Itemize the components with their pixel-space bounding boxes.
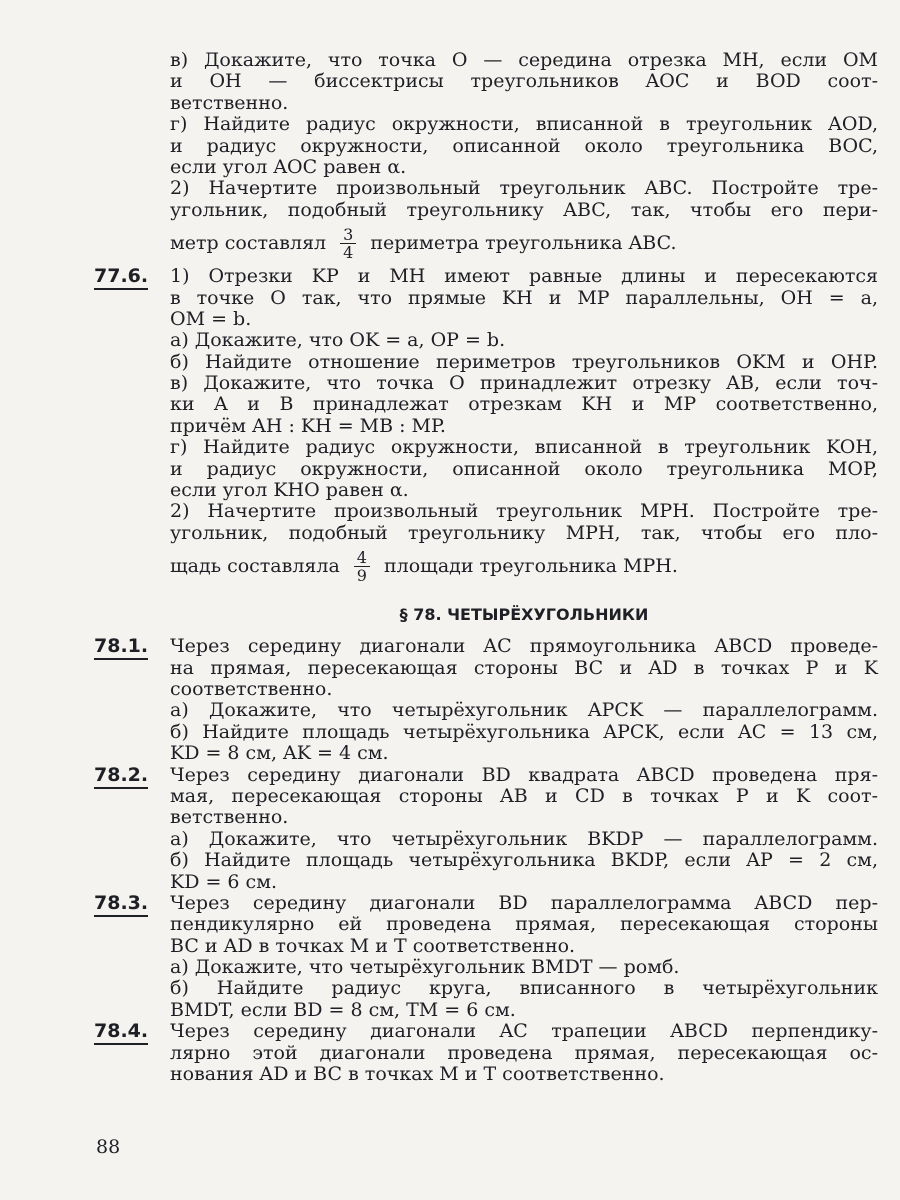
- text-line: в) Докажите, что точка O принадлежит отрезку AB, если точ-: [170, 372, 878, 395]
- text-line: если угол KHO равен α.: [170, 479, 409, 502]
- text-line: 2) Начертите произвольный треугольник MPH. Постройте тре-: [170, 500, 878, 523]
- text-line: лярно этой диагонали проведена прямая, пересекающая ос-: [170, 1041, 878, 1064]
- text-line: мая, пересекающая стороны AB и CD в точках P и K соот-: [170, 784, 878, 807]
- fraction: [340, 226, 356, 261]
- fraction-text-after: площади треугольника MPH.: [383, 555, 678, 578]
- text-line: и радиус окружности, описанной около треугольника BOC,: [170, 134, 878, 157]
- text-line: BC и AD в точках M и T соответственно.: [170, 934, 576, 957]
- fraction-line: [170, 223, 878, 263]
- problem-78-1: [94, 636, 878, 764]
- text-line: если угол AOC равен α.: [170, 155, 407, 178]
- text-line: угольник, подобный треугольнику MPH, так, чтобы его пло-: [170, 521, 878, 544]
- page-content: [94, 50, 878, 1085]
- problem-text: [170, 636, 878, 764]
- text-line: и OH — биссектрисы треугольников AOC и BOD соот-: [170, 70, 878, 93]
- problem-number: 78.4.: [94, 1021, 170, 1085]
- text-line: 1) Отрезки KP и MH имеют равные длины и пересекаются: [170, 265, 878, 288]
- fraction: [354, 549, 370, 584]
- text-line: Через середину диагонали AC трапеции ABCD перпендику-: [170, 1020, 878, 1043]
- text-line: на прямая, пересекающая стороны BC и AD в точках P и K: [170, 656, 878, 679]
- text-line: BMDT, если BD = 8 см, TM = 6 см.: [170, 998, 516, 1021]
- text-line: и радиус окружности, описанной около треугольника MOP,: [170, 457, 878, 480]
- problem-78-4: [94, 1021, 878, 1085]
- continuation-block: [94, 50, 878, 263]
- problem-text: [170, 266, 878, 586]
- text-line: ки A и B принадлежат отрезкам KH и MP соответственно,: [170, 393, 878, 416]
- fraction-line: [170, 546, 878, 586]
- text-line: б) Найдите радиус круга, вписанного в четырёхугольник: [170, 977, 878, 1000]
- problem-text: [170, 1021, 878, 1085]
- text-line: Через середину диагонали AC прямоугольника ABCD проведе-: [170, 635, 878, 658]
- text-line: г) Найдите радиус окружности, вписанной в треугольник KOH,: [170, 436, 878, 459]
- text-line: Через середину диагонали BD параллелограмма ABCD пер-: [170, 891, 878, 914]
- problem-text: [170, 765, 878, 893]
- text-line: OM = b.: [170, 307, 252, 330]
- problem-78-3: [94, 893, 878, 1021]
- text-line: а) Докажите, что четырёхугольник BMDT — ромб.: [170, 956, 680, 979]
- text-line: KD = 6 см.: [170, 870, 278, 893]
- text-line: соответственно.: [170, 677, 333, 700]
- text-line: а) Докажите, что четырёхугольник APCK — параллелограмм.: [170, 699, 878, 722]
- fraction-numerator: 3: [340, 226, 356, 244]
- problem-number: 78.1.: [94, 636, 170, 764]
- text-line: Через середину диагонали BD квадрата ABCD проведена пря-: [170, 763, 878, 786]
- text-line: ветственно.: [170, 806, 289, 829]
- section-title: § 78. ЧЕТЫРЁХУГОЛЬНИКИ: [399, 605, 649, 625]
- fraction-text-before: метр составлял: [170, 232, 327, 255]
- fraction-denominator: 4: [343, 242, 354, 262]
- text-line: б) Найдите площадь четырёхугольника BKDP, если AP = 2 см,: [170, 849, 878, 872]
- text-line: KD = 8 см, AK = 4 см.: [170, 742, 389, 765]
- fraction-text-before: щадь составляла: [170, 555, 340, 578]
- text-line: в) Докажите, что точка O — середина отрезка MH, если OM: [170, 49, 878, 71]
- page-number: 88: [96, 1136, 121, 1158]
- text-line: г) Найдите радиус окружности, вписанной в треугольник AOD,: [170, 113, 878, 136]
- fraction-text-after: периметра треугольника ABC.: [370, 232, 677, 255]
- text-line: нования AD и BC в точках M и T соответственно.: [170, 1063, 665, 1086]
- problem-number: 78.2.: [94, 765, 170, 893]
- fraction-denominator: 9: [356, 565, 367, 585]
- problem-number: 78.3.: [94, 893, 170, 1021]
- problem-number: 77.6.: [94, 266, 170, 586]
- problem-78-2: [94, 765, 878, 893]
- problem-77-6: [94, 266, 878, 586]
- text-line: 2) Начертите произвольный треугольник ABC. Постройте тре-: [170, 177, 878, 200]
- text-line: б) Найдите отношение периметров треугольников OKM и OHP.: [170, 350, 878, 373]
- fraction-numerator: 4: [354, 549, 370, 567]
- problem-text: [170, 893, 878, 1021]
- text-line: в точке O так, что прямые KH и MP параллельны, OH = a,: [170, 286, 878, 309]
- text-line: а) Докажите, что четырёхугольник BKDP — параллелограмм.: [170, 827, 878, 850]
- text-line: угольник, подобный треугольнику ABC, так, чтобы его пери-: [170, 198, 878, 221]
- text-line: причём AH : KH = MB : MP.: [170, 414, 446, 437]
- text-line: ветственно.: [170, 91, 289, 114]
- text-line: пендикулярно ей проведена прямая, пересекающая стороны: [170, 913, 878, 936]
- text-line: б) Найдите площадь четырёхугольника APCK, если AC = 13 см,: [170, 720, 878, 743]
- text-line: а) Докажите, что OK = a, OP = b.: [170, 329, 506, 352]
